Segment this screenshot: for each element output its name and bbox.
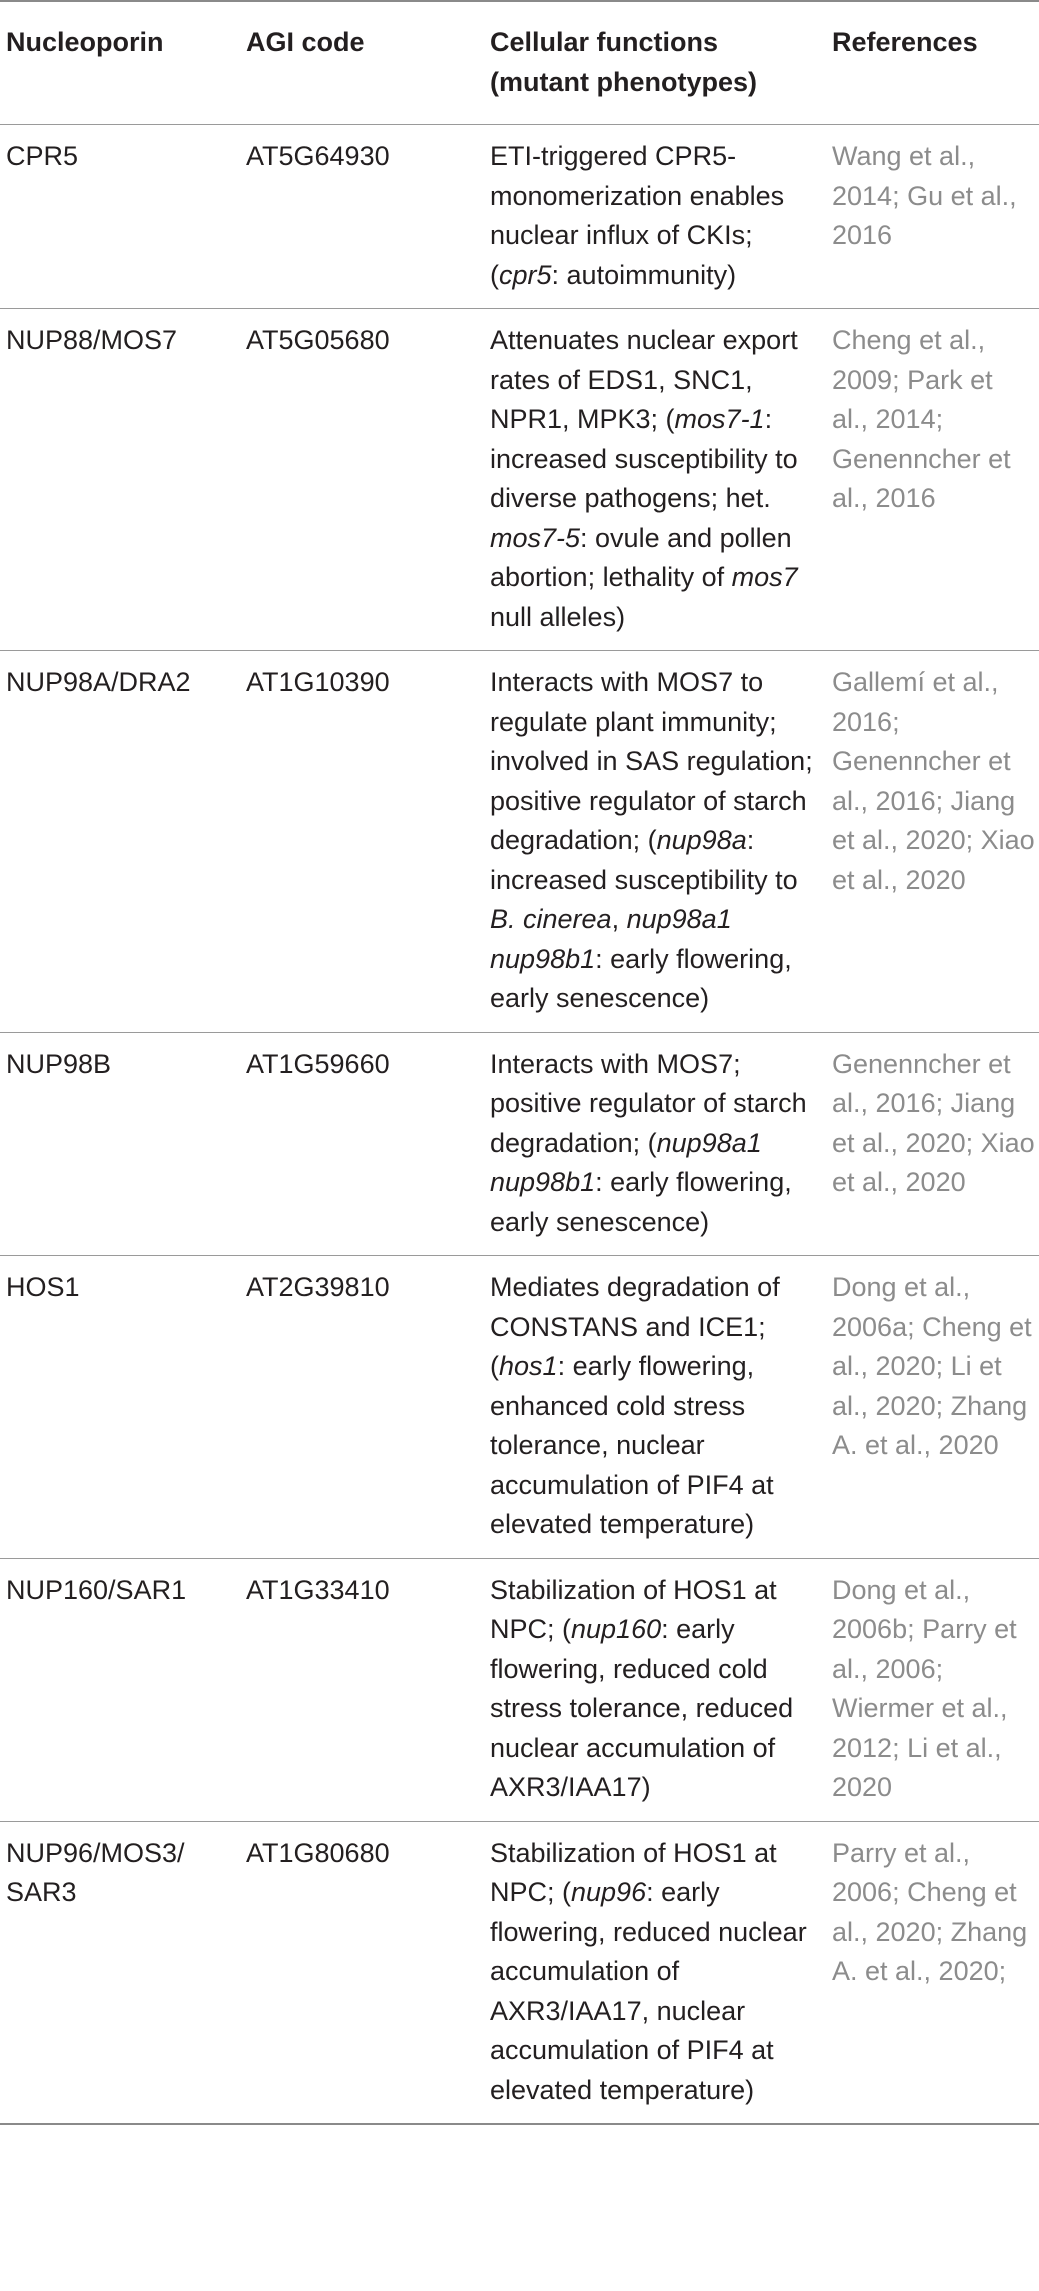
function-text: : early flowering, reduced cold stress tolerance, reduced nuclear accumulation of AXR3/IAA17) (490, 1614, 794, 1802)
cell-nucleoporin (0, 1032, 246, 1256)
function-text: : early flowering, early senescence) (490, 1167, 792, 1237)
function-text: Mediates degradation of CONSTANS and ICE1; ( (490, 1272, 780, 1381)
nucleoporin-name-line: SAR3 (6, 1877, 77, 1907)
header-nucleoporin: Nucleoporin (6, 27, 164, 57)
cell-agi-code: AT2G39810 (246, 1272, 390, 1302)
cell-agi-code: AT5G64930 (246, 141, 390, 171)
table-row (0, 309, 1039, 651)
table-row (0, 1821, 1039, 2124)
cell-cellular-functions (490, 1256, 832, 1559)
header-functions-line1: Cellular functions (490, 27, 719, 57)
header-cellular-functions (490, 1, 832, 125)
cell-cellular-functions (490, 651, 832, 1033)
cell-cellular-functions (490, 309, 832, 651)
nucleoporin-name-line: CPR5 (6, 141, 79, 171)
function-text: : autoimmunity) (551, 259, 737, 290)
function-text: null alleles) (490, 601, 626, 632)
cell-agi-code: AT1G80680 (246, 1837, 390, 1868)
header-agi-code: AGI code (246, 27, 365, 57)
gene-name-italic: mos7-5 (490, 522, 581, 553)
table-row (0, 1032, 1039, 1256)
gene-name-italic: B. cinerea (490, 904, 612, 934)
gene-name-italic: nup98a1 nup98b1 (490, 1127, 762, 1197)
header-functions-line2: (mutant phenotypes) (490, 66, 757, 97)
gene-name-italic: nup96 (571, 1877, 647, 1907)
cell-agi-code: AT5G05680 (246, 325, 390, 355)
cell-cellular-functions (490, 1821, 832, 2124)
function-text: : early flowering, enhanced cold stress tolerance, nuclear accumulation of PIF4 at elevated temperature) (490, 1351, 774, 1539)
cell-cellular-functions (490, 125, 832, 309)
table-row (0, 651, 1039, 1033)
cell-nucleoporin (0, 1821, 246, 2124)
cell-nucleoporin (0, 309, 246, 651)
cell-agi-code: AT1G33410 (246, 1574, 390, 1605)
function-text: ETI-triggered CPR5-monomerization enables nuclear influx of CKIs; ( (490, 141, 785, 290)
gene-name-italic: hos1 (499, 1351, 558, 1381)
table-body (0, 125, 1039, 2125)
gene-name-italic: mos7-1 (674, 404, 765, 434)
cell-references: Cheng et al., 2009; Park et al., 2014; Genenncher et al., 2016 (832, 325, 1011, 513)
table-row (0, 125, 1039, 309)
cell-nucleoporin (0, 125, 246, 309)
cell-cellular-functions (490, 1032, 832, 1256)
function-text: Stabilization of HOS1 at NPC; ( (490, 1837, 777, 1907)
gene-name-italic: nup98a (656, 825, 747, 855)
gene-name-italic: nup160 (571, 1614, 662, 1644)
cell-references: Parry et al., 2006; Cheng et al., 2020; Zhang A. et al., 2020; (832, 1837, 1028, 1986)
cell-references: Dong et al., 2006b; Parry et al., 2006; Wiermer et al., 2012; Li et al., 2020 (832, 1574, 1017, 1802)
cell-references: Genenncher et al., 2016; Jiang et al., 2020; Xiao et al., 2020 (832, 1048, 1035, 1197)
nucleoporin-name-line: NUP98B (6, 1048, 112, 1079)
function-text: Interacts with MOS7 to regulate plant immunity; involved in SAS regulation; positive regulator of starch degradation; ( (490, 667, 813, 855)
function-text: : early flowering, reduced nuclear accumulation of AXR3/IAA17, nuclear accumulation of PIF4 at elevated temperature) (490, 1877, 807, 2105)
table-row (0, 1558, 1039, 1821)
nucleoporin-name-line: NUP98A/DRA2 (6, 667, 191, 697)
function-text: Attenuates nuclear export rates of EDS1, SNC1, NPR1, MPK3; ( (490, 325, 798, 434)
function-text: : ovule and pollen abortion; lethality of (490, 522, 792, 592)
function-text: : increased susceptibility to diverse pathogens; het. (490, 404, 798, 513)
table-row (0, 1256, 1039, 1559)
table-header (0, 1, 1039, 125)
cell-references: Wang et al., 2014; Gu et al., 2016 (832, 141, 1017, 250)
gene-name-italic: mos7 (731, 562, 798, 592)
function-text: , (611, 904, 627, 934)
cell-nucleoporin (0, 651, 246, 1033)
function-text: : increased susceptibility to (490, 825, 798, 895)
gene-name-italic: cpr5 (499, 259, 552, 290)
cell-references: Gallemí et al., 2016; Genenncher et al., 2016; Jiang et al., 2020; Xiao et al., 2020 (832, 667, 1035, 895)
function-text: Interacts with MOS7; positive regulator of starch degradation; ( (490, 1048, 807, 1158)
function-text: Stabilization of HOS1 at NPC; ( (490, 1574, 777, 1644)
header-references: References (832, 27, 978, 57)
header-row (0, 1, 1039, 125)
function-text: : early flowering, early senescence) (490, 943, 792, 1013)
cell-nucleoporin (0, 1558, 246, 1821)
cell-agi-code: AT1G10390 (246, 667, 390, 697)
cell-agi-code: AT1G59660 (246, 1048, 390, 1079)
nucleoporin-name-line: NUP160/SAR1 (6, 1574, 187, 1605)
nucleoporin-name-line: NUP96/MOS3/ (6, 1837, 185, 1868)
cell-references: Dong et al., 2006a; Cheng et al., 2020; Li et al., 2020; Zhang A. et al., 2020 (832, 1272, 1032, 1460)
nucleoporin-name-line: NUP88/MOS7 (6, 325, 178, 355)
cell-cellular-functions (490, 1558, 832, 1821)
cell-nucleoporin (0, 1256, 246, 1559)
nucleoporin-name-line: HOS1 (6, 1272, 80, 1302)
gene-name-italic: nup98a1 nup98b1 (490, 904, 732, 974)
